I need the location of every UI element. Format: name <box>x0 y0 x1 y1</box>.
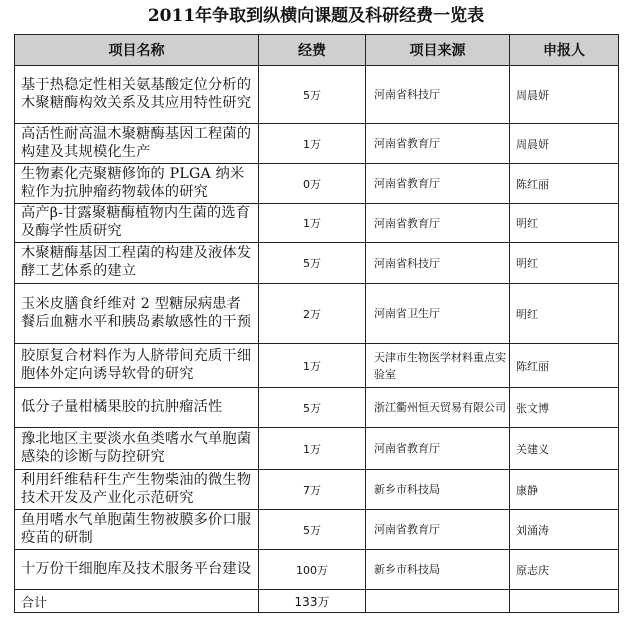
applicant: 周晨妍 <box>510 66 619 124</box>
project-source: 河南省卫生厅 <box>366 284 510 344</box>
applicant: 刘涌涛 <box>510 510 619 550</box>
funds: 1万 <box>259 124 366 164</box>
table-row <box>15 124 619 164</box>
funds: 2万 <box>259 284 366 344</box>
applicant: 明红 <box>510 243 619 284</box>
table-row <box>15 470 619 510</box>
project-name: 高产β-甘露聚糖酶植物内生菌的选育及酶学性质研究 <box>15 204 259 243</box>
table-row <box>15 284 619 344</box>
applicant: 张文博 <box>510 388 619 428</box>
project-name: 高活性耐高温木聚糖酶基因工程菌的构建及其规模化生产 <box>15 124 259 164</box>
funds: 7万 <box>259 470 366 510</box>
total-label: 合计 <box>15 590 259 613</box>
project-source: 新乡市科技局 <box>366 550 510 590</box>
table-title: 2011年争取到纵横向课题及科研经费一览表 <box>147 6 485 26</box>
header-row <box>15 35 619 66</box>
table-row <box>15 388 619 428</box>
applicant: 康静 <box>510 470 619 510</box>
applicant: 周晨妍 <box>510 124 619 164</box>
project-name: 豫北地区主要淡水鱼类嗜水气单胞菌感染的诊断与防控研究 <box>15 428 259 470</box>
total-funds: 133万 <box>259 590 366 613</box>
project-name: 玉米皮膳食纤维对 2 型糖尿病患者餐后血糖水平和胰岛素敏感性的干预 <box>15 284 259 344</box>
table-row <box>15 66 619 124</box>
table-row <box>15 428 619 470</box>
total-source-empty <box>366 590 510 613</box>
table-row <box>15 550 619 590</box>
project-source: 河南省教育厅 <box>366 510 510 550</box>
applicant: 陈红丽 <box>510 344 619 388</box>
project-name: 低分子量柑橘果胶的抗肿瘤活性 <box>15 388 259 428</box>
project-source: 河南省教育厅 <box>366 204 510 243</box>
project-name: 生物素化壳聚糖修饰的 PLGA 纳米粒作为抗肿瘤药物载体的研究 <box>15 164 259 204</box>
project-source: 河南省科技厅 <box>366 66 510 124</box>
funds: 5万 <box>259 388 366 428</box>
project-name: 十万份干细胞库及技术服务平台建设 <box>15 550 259 590</box>
funds: 0万 <box>259 164 366 204</box>
project-source: 河南省教育厅 <box>366 428 510 470</box>
total-row <box>15 590 619 613</box>
funds: 1万 <box>259 344 366 388</box>
project-name: 利用纤维秸秆生产生物柴油的微生物技术开发及产业化示范研究 <box>15 470 259 510</box>
project-name: 基于热稳定性相关氨基酸定位分析的木聚糖酶构效关系及其应用特性研究 <box>15 66 259 124</box>
project-source: 河南省教育厅 <box>366 164 510 204</box>
project-source: 河南省教育厅 <box>366 124 510 164</box>
funds: 1万 <box>259 428 366 470</box>
table-row <box>15 164 619 204</box>
project-name: 木聚糖酶基因工程菌的构建及液体发酵工艺体系的建立 <box>15 243 259 284</box>
header-funds: 经费 <box>259 35 366 66</box>
project-source: 浙江衢州恒天贸易有限公司 <box>366 388 510 428</box>
project-source: 新乡市科技局 <box>366 470 510 510</box>
project-source: 河南省科技厅 <box>366 243 510 284</box>
funds: 5万 <box>259 510 366 550</box>
funds: 100万 <box>259 550 366 590</box>
applicant: 明红 <box>510 284 619 344</box>
applicant: 陈红丽 <box>510 164 619 204</box>
funds: 5万 <box>259 66 366 124</box>
header-source: 项目来源 <box>366 35 510 66</box>
project-source: 天津市生物医学材料重点实验室 <box>366 344 510 388</box>
project-name: 鱼用嗜水气单胞菌生物被膜多价口服疫苗的研制 <box>15 510 259 550</box>
table-row <box>15 204 619 243</box>
header-applicant: 申报人 <box>510 35 619 66</box>
header-project-name: 项目名称 <box>15 35 259 66</box>
funds: 1万 <box>259 204 366 243</box>
project-name: 胶原复合材料作为人脐带间充质干细胞体外定向诱导软骨的研究 <box>15 344 259 388</box>
table-row <box>15 243 619 284</box>
applicant: 关建义 <box>510 428 619 470</box>
funds: 5万 <box>259 243 366 284</box>
table-row <box>15 344 619 388</box>
total-applicant-empty <box>510 590 619 613</box>
table-row <box>15 510 619 550</box>
applicant: 原志庆 <box>510 550 619 590</box>
applicant: 明红 <box>510 204 619 243</box>
funding-table <box>14 34 619 613</box>
